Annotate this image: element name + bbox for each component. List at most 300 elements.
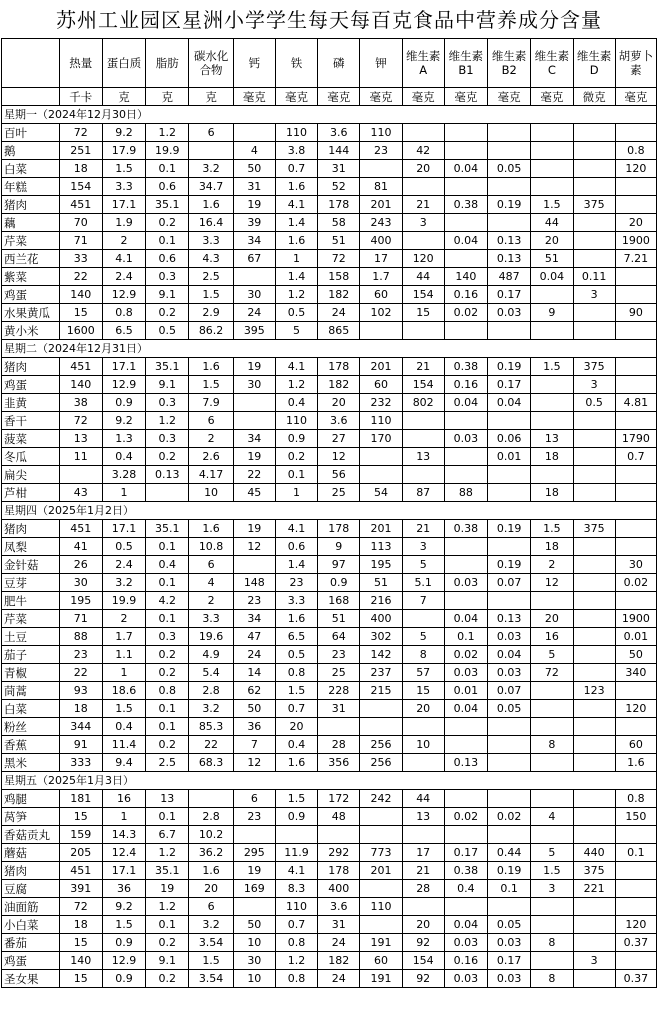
header-cell: 磷 — [318, 39, 360, 88]
value-cell — [531, 790, 573, 808]
value-cell: 0.16 — [444, 286, 487, 304]
value-cell: 88 — [59, 628, 102, 646]
value-cell — [444, 592, 487, 610]
value-cell: 110 — [275, 412, 317, 430]
value-cell: 3.54 — [189, 970, 233, 988]
table-row — [2, 160, 657, 178]
table-row — [2, 592, 657, 610]
value-cell: 1.6 — [275, 232, 317, 250]
value-cell: 159 — [59, 826, 102, 844]
value-cell: 178 — [318, 862, 360, 880]
value-cell: 8.3 — [275, 880, 317, 898]
value-cell: 51 — [360, 574, 402, 592]
value-cell — [615, 538, 656, 556]
value-cell — [488, 754, 531, 772]
value-cell: 9.1 — [146, 952, 189, 970]
value-cell: 375 — [573, 862, 615, 880]
value-cell: 24 — [318, 304, 360, 322]
value-cell: 0.19 — [488, 520, 531, 538]
value-cell: 1.6 — [275, 610, 317, 628]
value-cell: 0.03 — [488, 934, 531, 952]
value-cell: 9.1 — [146, 376, 189, 394]
value-cell: 60 — [360, 952, 402, 970]
value-cell: 30 — [615, 556, 656, 574]
value-cell: 5 — [275, 322, 317, 340]
value-cell: 30 — [233, 952, 275, 970]
value-cell: 120 — [615, 700, 656, 718]
value-cell: 451 — [59, 520, 102, 538]
value-cell — [360, 322, 402, 340]
value-cell: 0.2 — [146, 448, 189, 466]
value-cell: 1.2 — [146, 898, 189, 916]
value-cell — [531, 916, 573, 934]
value-cell: 0.38 — [444, 520, 487, 538]
table-row — [2, 916, 657, 934]
value-cell: 0.1 — [275, 466, 317, 484]
value-cell — [573, 430, 615, 448]
value-cell: 154 — [402, 376, 444, 394]
value-cell: 110 — [360, 412, 402, 430]
value-cell: 22 — [59, 664, 102, 682]
value-cell — [531, 682, 573, 700]
value-cell: 4.17 — [189, 466, 233, 484]
value-cell: 0.17 — [488, 286, 531, 304]
food-name: 鸡蛋 — [2, 952, 60, 970]
value-cell: 23 — [233, 808, 275, 826]
value-cell: 237 — [360, 664, 402, 682]
value-cell — [531, 412, 573, 430]
value-cell: 120 — [615, 916, 656, 934]
value-cell — [444, 790, 487, 808]
value-cell — [615, 124, 656, 142]
value-cell — [531, 142, 573, 160]
value-cell: 50 — [233, 160, 275, 178]
value-cell — [531, 286, 573, 304]
food-name: 黄小米 — [2, 322, 60, 340]
value-cell: 251 — [59, 142, 102, 160]
value-cell: 4.1 — [275, 196, 317, 214]
value-cell: 19 — [233, 196, 275, 214]
value-cell — [444, 898, 487, 916]
unit-cell: 毫克 — [402, 88, 444, 106]
value-cell: 3 — [573, 952, 615, 970]
value-cell: 0.1 — [488, 880, 531, 898]
value-cell — [531, 952, 573, 970]
value-cell: 60 — [615, 736, 656, 754]
food-name: 冬瓜 — [2, 448, 60, 466]
food-name: 番茄 — [2, 934, 60, 952]
value-cell — [615, 592, 656, 610]
value-cell — [444, 448, 487, 466]
value-cell: 2.8 — [189, 808, 233, 826]
value-cell — [615, 682, 656, 700]
value-cell: 0.07 — [488, 682, 531, 700]
value-cell — [531, 160, 573, 178]
food-name: 菠菜 — [2, 430, 60, 448]
value-cell — [615, 484, 656, 502]
value-cell: 0.05 — [488, 916, 531, 934]
day-label: 星期二（2024年12月31日） — [2, 340, 657, 358]
value-cell: 1.2 — [146, 844, 189, 862]
value-cell — [189, 142, 233, 160]
value-cell: 4 — [233, 142, 275, 160]
value-cell: 11.9 — [275, 844, 317, 862]
value-cell: 17 — [402, 844, 444, 862]
value-cell: 19 — [146, 880, 189, 898]
value-cell: 50 — [233, 700, 275, 718]
food-name: 紫菜 — [2, 268, 60, 286]
value-cell — [573, 178, 615, 196]
header-cell: 铁 — [275, 39, 317, 88]
value-cell: 0.2 — [146, 646, 189, 664]
value-cell: 19.9 — [102, 592, 145, 610]
value-cell — [402, 754, 444, 772]
value-cell — [488, 592, 531, 610]
value-cell: 182 — [318, 952, 360, 970]
value-cell: 31 — [318, 916, 360, 934]
value-cell: 140 — [444, 268, 487, 286]
value-cell: 0.38 — [444, 862, 487, 880]
value-cell: 6 — [189, 898, 233, 916]
value-cell: 0.17 — [444, 844, 487, 862]
value-cell: 23 — [318, 646, 360, 664]
value-cell: 9.2 — [102, 124, 145, 142]
value-cell — [573, 646, 615, 664]
value-cell — [360, 880, 402, 898]
value-cell: 4.2 — [146, 592, 189, 610]
value-cell: 3.54 — [189, 934, 233, 952]
value-cell: 18 — [531, 484, 573, 502]
value-cell: 0.9 — [102, 934, 145, 952]
table-row — [2, 556, 657, 574]
value-cell: 14 — [233, 664, 275, 682]
value-cell: 3 — [531, 880, 573, 898]
value-cell: 2.5 — [146, 754, 189, 772]
value-cell: 15 — [402, 682, 444, 700]
value-cell: 2 — [531, 556, 573, 574]
value-cell: 72 — [318, 250, 360, 268]
value-cell: 23 — [233, 592, 275, 610]
food-name: 鸡腿 — [2, 790, 60, 808]
value-cell: 123 — [573, 682, 615, 700]
value-cell: 440 — [573, 844, 615, 862]
value-cell: 0.04 — [444, 916, 487, 934]
value-cell: 168 — [318, 592, 360, 610]
value-cell: 4.1 — [102, 250, 145, 268]
value-cell: 0.19 — [488, 556, 531, 574]
value-cell: 19 — [233, 358, 275, 376]
value-cell — [573, 448, 615, 466]
table-row — [2, 124, 657, 142]
value-cell: 0.01 — [444, 682, 487, 700]
value-cell — [531, 898, 573, 916]
value-cell: 31 — [233, 178, 275, 196]
value-cell — [360, 160, 402, 178]
nutrition-table — [1, 38, 657, 988]
table-row — [2, 322, 657, 340]
food-name: 香蕉 — [2, 736, 60, 754]
value-cell — [573, 970, 615, 988]
value-cell: 26 — [59, 556, 102, 574]
value-cell — [531, 718, 573, 736]
value-cell: 148 — [233, 574, 275, 592]
value-cell: 2 — [189, 592, 233, 610]
value-cell: 120 — [402, 250, 444, 268]
table-row — [2, 232, 657, 250]
value-cell: 395 — [233, 322, 275, 340]
food-name: 小白菜 — [2, 916, 60, 934]
value-cell: 16.4 — [189, 214, 233, 232]
value-cell: 0.1 — [146, 808, 189, 826]
value-cell: 144 — [318, 142, 360, 160]
value-cell — [531, 178, 573, 196]
value-cell: 110 — [360, 124, 402, 142]
value-cell — [573, 538, 615, 556]
value-cell: 52 — [318, 178, 360, 196]
table-row — [2, 466, 657, 484]
value-cell — [444, 142, 487, 160]
value-cell: 1.5 — [189, 286, 233, 304]
value-cell: 0.2 — [146, 214, 189, 232]
value-cell: 1.6 — [275, 754, 317, 772]
value-cell: 10.8 — [189, 538, 233, 556]
food-name: 黑米 — [2, 754, 60, 772]
value-cell: 1900 — [615, 610, 656, 628]
value-cell: 6 — [189, 124, 233, 142]
food-name: 猪肉 — [2, 196, 60, 214]
value-cell: 0.4 — [102, 718, 145, 736]
value-cell: 42 — [402, 142, 444, 160]
value-cell — [573, 250, 615, 268]
value-cell — [615, 880, 656, 898]
value-cell: 1.2 — [275, 286, 317, 304]
table-row — [2, 934, 657, 952]
value-cell — [615, 412, 656, 430]
value-cell: 400 — [318, 880, 360, 898]
value-cell: 6 — [233, 790, 275, 808]
value-cell: 0.8 — [275, 934, 317, 952]
value-cell: 36.2 — [189, 844, 233, 862]
value-cell: 0.8 — [615, 790, 656, 808]
value-cell — [573, 322, 615, 340]
value-cell: 154 — [402, 952, 444, 970]
value-cell: 451 — [59, 196, 102, 214]
value-cell — [573, 736, 615, 754]
value-cell: 0.16 — [444, 952, 487, 970]
value-cell: 60 — [360, 286, 402, 304]
value-cell: 451 — [59, 862, 102, 880]
header-cell: 热量 — [59, 39, 102, 88]
value-cell: 4.9 — [189, 646, 233, 664]
value-cell: 71 — [59, 610, 102, 628]
table-row — [2, 664, 657, 682]
food-name: 粉丝 — [2, 718, 60, 736]
day-row — [2, 502, 657, 520]
value-cell — [402, 466, 444, 484]
value-cell: 17.1 — [102, 196, 145, 214]
value-cell: 0.6 — [146, 250, 189, 268]
value-cell: 201 — [360, 196, 402, 214]
value-cell — [488, 790, 531, 808]
value-cell: 0.03 — [488, 628, 531, 646]
value-cell: 0.7 — [275, 160, 317, 178]
value-cell: 1.2 — [275, 952, 317, 970]
value-cell — [488, 412, 531, 430]
value-cell: 20 — [275, 718, 317, 736]
value-cell: 2.9 — [189, 304, 233, 322]
value-cell: 0.07 — [488, 574, 531, 592]
value-cell: 0.06 — [488, 430, 531, 448]
value-cell: 1900 — [615, 232, 656, 250]
food-name: 白菜 — [2, 160, 60, 178]
value-cell: 4.81 — [615, 394, 656, 412]
unit-row — [2, 88, 657, 106]
value-cell: 92 — [402, 934, 444, 952]
value-cell: 242 — [360, 790, 402, 808]
value-cell: 8 — [531, 736, 573, 754]
value-cell: 97 — [318, 556, 360, 574]
value-cell: 13 — [59, 430, 102, 448]
value-cell: 113 — [360, 538, 402, 556]
value-cell: 3 — [573, 286, 615, 304]
table-row — [2, 610, 657, 628]
food-name: 猪肉 — [2, 862, 60, 880]
value-cell — [444, 718, 487, 736]
value-cell: 20 — [615, 214, 656, 232]
value-cell: 64 — [318, 628, 360, 646]
value-cell — [402, 178, 444, 196]
table-row — [2, 358, 657, 376]
value-cell: 140 — [59, 952, 102, 970]
value-cell: 2.4 — [102, 556, 145, 574]
food-name: 芦柑 — [2, 484, 60, 502]
value-cell: 87 — [402, 484, 444, 502]
value-cell: 10 — [402, 736, 444, 754]
table-row — [2, 394, 657, 412]
value-cell: 19 — [233, 862, 275, 880]
value-cell: 0.2 — [146, 970, 189, 988]
table-row — [2, 952, 657, 970]
value-cell: 16 — [531, 628, 573, 646]
value-cell: 205 — [59, 844, 102, 862]
value-cell: 0.1 — [146, 538, 189, 556]
day-label: 星期一（2024年12月30日） — [2, 106, 657, 124]
value-cell: 0.04 — [444, 232, 487, 250]
value-cell: 6.5 — [102, 322, 145, 340]
value-cell: 1.3 — [102, 430, 145, 448]
value-cell: 85.3 — [189, 718, 233, 736]
value-cell — [444, 214, 487, 232]
table-row — [2, 826, 657, 844]
food-name: 豆芽 — [2, 574, 60, 592]
table-row — [2, 304, 657, 322]
value-cell: 400 — [360, 610, 402, 628]
table-row — [2, 898, 657, 916]
day-label: 星期五（2025年1月3日） — [2, 772, 657, 790]
value-cell — [615, 826, 656, 844]
value-cell: 169 — [233, 880, 275, 898]
value-cell: 0.1 — [146, 916, 189, 934]
value-cell — [488, 736, 531, 754]
value-cell: 30 — [233, 376, 275, 394]
value-cell — [573, 916, 615, 934]
unit-cell: 克 — [146, 88, 189, 106]
value-cell: 0.1 — [146, 718, 189, 736]
value-cell — [615, 322, 656, 340]
header-cell: 钙 — [233, 39, 275, 88]
value-cell: 170 — [360, 430, 402, 448]
value-cell: 1.6 — [189, 196, 233, 214]
value-cell: 0.04 — [488, 394, 531, 412]
value-cell: 5.1 — [402, 574, 444, 592]
value-cell: 344 — [59, 718, 102, 736]
value-cell: 1.5 — [275, 682, 317, 700]
value-cell: 0.19 — [488, 862, 531, 880]
value-cell: 0.5 — [146, 322, 189, 340]
value-cell: 12 — [531, 574, 573, 592]
value-cell: 18 — [531, 448, 573, 466]
value-cell: 195 — [59, 592, 102, 610]
value-cell: 9.1 — [146, 286, 189, 304]
table-row — [2, 790, 657, 808]
header-cell: 钾 — [360, 39, 402, 88]
table-row — [2, 268, 657, 286]
value-cell: 0.2 — [146, 304, 189, 322]
value-cell — [488, 484, 531, 502]
header-cell: 蛋白质 — [102, 39, 145, 88]
value-cell — [402, 430, 444, 448]
value-cell — [402, 826, 444, 844]
value-cell: 178 — [318, 358, 360, 376]
value-cell: 0.05 — [488, 160, 531, 178]
value-cell: 23 — [275, 574, 317, 592]
value-cell: 60 — [360, 376, 402, 394]
value-cell — [444, 466, 487, 484]
value-cell — [573, 304, 615, 322]
page-title: 苏州工业园区星洲小学学生每天每百克食品中营养成分含量 — [56, 8, 602, 32]
value-cell: 1.5 — [102, 916, 145, 934]
value-cell: 70 — [59, 214, 102, 232]
value-cell: 11 — [59, 448, 102, 466]
value-cell: 0.6 — [146, 178, 189, 196]
table-row — [2, 682, 657, 700]
value-cell: 0.3 — [146, 628, 189, 646]
value-cell: 302 — [360, 628, 402, 646]
value-cell: 0.13 — [488, 610, 531, 628]
value-cell: 7 — [233, 736, 275, 754]
value-cell: 0.9 — [275, 430, 317, 448]
value-cell: 150 — [615, 808, 656, 826]
value-cell — [360, 448, 402, 466]
value-cell — [573, 142, 615, 160]
day-row — [2, 772, 657, 790]
value-cell: 172 — [318, 790, 360, 808]
value-cell: 356 — [318, 754, 360, 772]
value-cell: 802 — [402, 394, 444, 412]
value-cell: 19.9 — [146, 142, 189, 160]
value-cell: 232 — [360, 394, 402, 412]
value-cell: 0.1 — [146, 160, 189, 178]
value-cell: 228 — [318, 682, 360, 700]
value-cell: 17.1 — [102, 862, 145, 880]
value-cell: 20 — [402, 700, 444, 718]
table-row — [2, 970, 657, 988]
value-cell: 35.1 — [146, 358, 189, 376]
value-cell — [59, 466, 102, 484]
value-cell: 31 — [318, 700, 360, 718]
value-cell: 48 — [318, 808, 360, 826]
table-row — [2, 430, 657, 448]
